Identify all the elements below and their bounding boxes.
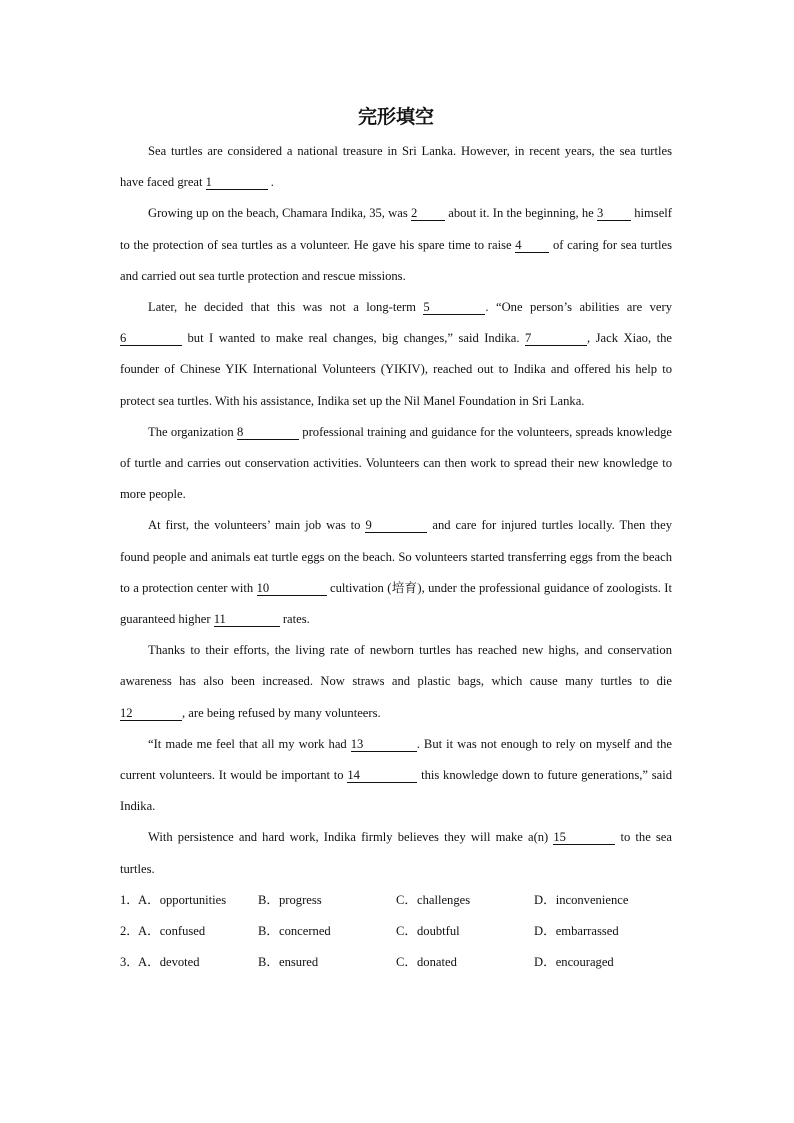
option-c: C．donated <box>396 955 457 970</box>
question-row-2 <box>120 916 672 947</box>
text: Later, he decided that this was not a long-term <box>148 300 424 315</box>
blank-15: 15 <box>553 830 615 845</box>
blank-12: 12 <box>120 706 182 721</box>
paragraph-8 <box>120 822 672 884</box>
blank-14: 14 <box>347 768 417 783</box>
text: , are being refused by many volunteers. <box>182 705 381 720</box>
blank-5: 5 <box>423 300 485 315</box>
text: himself to the protection of sea turtles as a volunteer. He gave his spare time to raise <box>120 206 672 252</box>
text: but I wanted to make real changes, big changes,” said Indika. <box>182 331 526 346</box>
blank-2: 2 <box>411 206 445 221</box>
blank-1: 1 <box>206 175 268 190</box>
text: cultivation (培育), under the professional guidance of zoologists. It guaranteed higher <box>120 580 672 627</box>
blank-11: 11 <box>214 612 280 627</box>
option-a: A．confused <box>138 924 206 939</box>
text: to the sea turtles. <box>120 830 672 876</box>
option-a: A．devoted <box>138 955 200 970</box>
text: Thanks to their efforts, the living rate of newborn turtles has reached new highs, and conservation awareness has also been increased. Now straws and plastic bags, which cause many turtles to die <box>120 643 672 689</box>
text: Growing up on the beach, Chamara Indika, 35, was <box>148 206 411 221</box>
text: and care for injured turtles locally. Then they found people and animals eat turtle eggs on the beach. So volunteers started transferring eggs from the beach to a protection center with <box>120 518 672 595</box>
paragraph-5 <box>120 510 672 635</box>
question-number: 3． <box>120 955 139 970</box>
question-row-1 <box>120 885 672 916</box>
option-b: B．ensured <box>258 955 319 970</box>
text: about it. In the beginning, he <box>445 206 597 221</box>
paragraph-4 <box>120 417 672 511</box>
option-c: C．challenges <box>396 892 471 907</box>
option-b: B．progress <box>258 892 322 907</box>
question-number: 2． <box>120 924 139 939</box>
blank-3: 3 <box>597 206 631 221</box>
answer-options <box>120 885 672 979</box>
text: . But it was not enough to rely on myself and the current volunteers. It would be important to <box>120 736 672 783</box>
text: The organization <box>148 424 237 439</box>
text: At first, the volunteers’ main job was to <box>148 518 366 533</box>
blank-8: 8 <box>237 425 299 440</box>
blank-13: 13 <box>351 737 417 752</box>
paragraph-7 <box>120 729 672 823</box>
paragraph-2 <box>120 198 672 292</box>
text: With persistence and hard work, Indika firmly believes they will make a(n) <box>148 830 554 845</box>
blank-9: 9 <box>365 518 427 533</box>
option-b: B．concerned <box>258 924 331 939</box>
text: of caring for sea turtles and carried out sea turtle protection and rescue missions. <box>120 237 672 283</box>
worksheet-page <box>120 100 672 978</box>
option-d: D．encouraged <box>534 955 614 970</box>
option-a: A．opportunities <box>138 892 227 907</box>
blank-7: 7 <box>525 331 587 346</box>
option-d: D．inconvenience <box>534 892 629 907</box>
text: professional training and guidance for the volunteers, spreads knowledge of turtle and carries out conservation activities. Volunteers can then work to spread their new knowledge to more people. <box>120 424 673 502</box>
text: Sea turtles are considered a national treasure in Sri Lanka. However, in recent years, the sea turtles have faced great <box>120 144 672 190</box>
option-d: D．embarrassed <box>534 924 619 939</box>
paragraph-6 <box>120 635 672 729</box>
blank-6: 6 <box>120 331 182 346</box>
text: . <box>267 175 274 190</box>
blank-4: 4 <box>515 238 549 253</box>
question-number: 1． <box>120 892 139 907</box>
page-title: 完形填空 <box>357 106 434 128</box>
text: “It made me feel that all my work had <box>148 736 351 751</box>
paragraph-3 <box>120 292 672 417</box>
option-c: C．doubtful <box>396 924 460 939</box>
text: , Jack Xiao, the founder of Chinese YIK International Volunteers (YIKIV), reached out to Indika and offered his help to protect sea turtles. With his assistance, Indika set up the Nil Manel Foundation in Sri Lanka. <box>120 331 672 408</box>
text: this knowledge down to future generations,” said Indika. <box>120 768 672 814</box>
question-row-3 <box>120 947 672 978</box>
blank-10: 10 <box>257 581 327 596</box>
paragraph-1 <box>120 136 672 198</box>
text: rates. <box>279 612 310 627</box>
text: . “One person’s abilities are very <box>485 300 672 315</box>
